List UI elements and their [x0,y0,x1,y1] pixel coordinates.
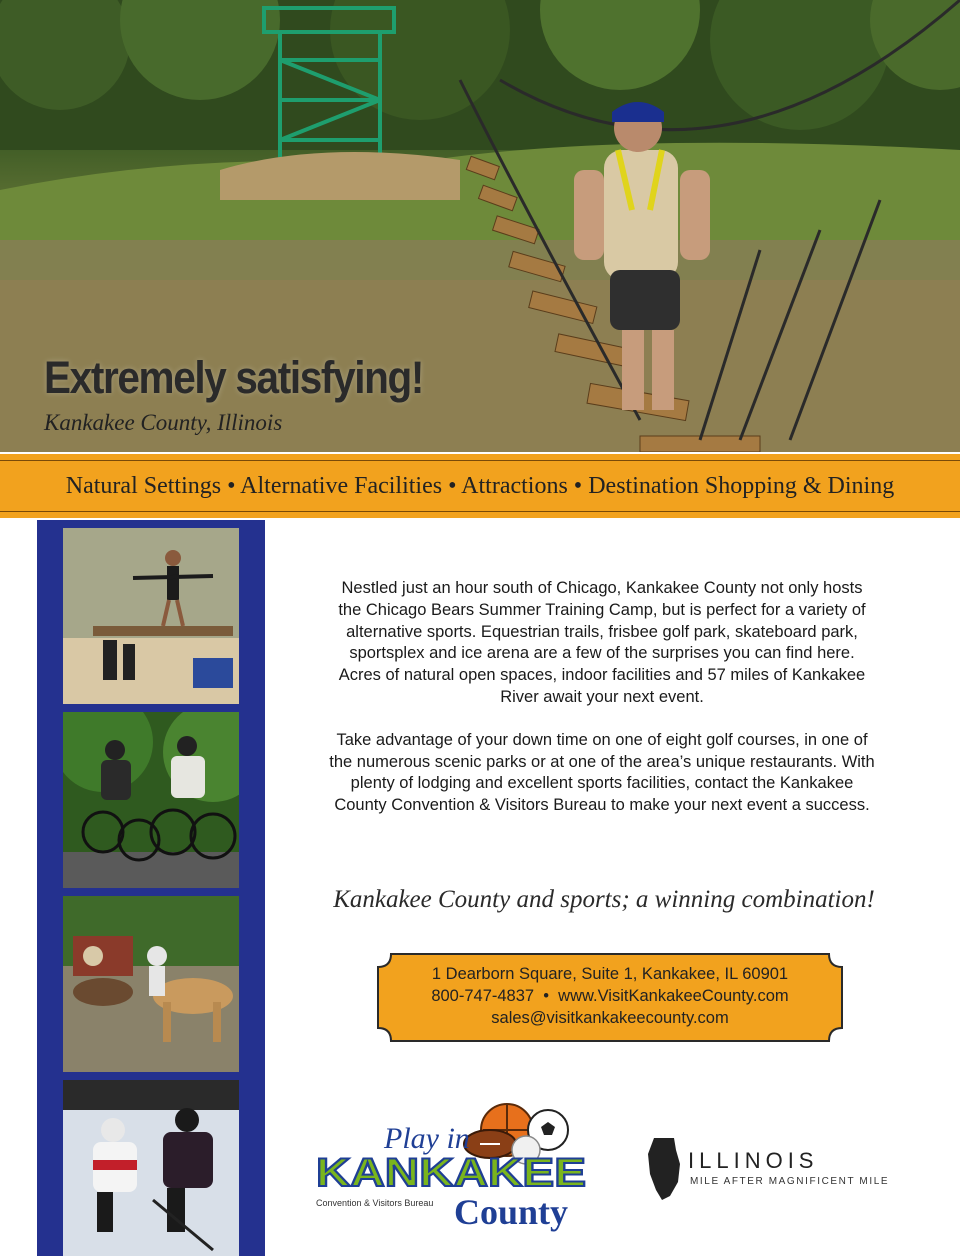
tagline: Kankakee County and sports; a winning combination! [333,886,875,913]
contact-phone-web[interactable]: 800-747-4837 • www.VisitKankakeeCounty.com [431,987,789,1005]
body-paragraph-2: Take advantage of your down time on one of eight golf courses, in one of the numerous scenic parks or at one of the area’s unique restaurants. With plenty of lodging and excellent sports facilities, contact the Kankakee County Convention & Visitors Bureau to make your next event a success. [329,730,875,815]
contact-box [377,953,843,1042]
body-paragraph-1: Nestled just an hour south of Chicago, Kankakee County not only hosts the Chicago Bears Summer Training Camp, but is perfect for a variety of alternative sports. Equestrian trails, frisbee golf park, skateboard park, sportsplex and ice arena are a few of the surprises you can find here. Acres of natural open spaces, indoor facilities and 57 miles of Kankakee River await your next event. [338,579,866,706]
contact-email[interactable]: sales@visitkankakeecounty.com [491,1009,729,1027]
photo-column [37,520,265,1256]
illinois-logo [644,1134,914,1204]
hero-title: Extremely satisfying! [44,352,424,403]
logo-play-in: Play in [384,1122,470,1155]
gymnastics-photo [63,528,239,704]
features-banner [0,452,960,520]
logo-kankakee: KANKAKEE [316,1151,586,1195]
play-in-kankakee-logo [312,1100,602,1240]
body-copy [328,578,876,838]
illinois-state-icon [644,1134,684,1204]
contact-address: 1 Dearborn Square, Suite 1, Kankakee, IL 60901 [431,965,789,983]
hero-subtitle: Kankakee County, Illinois [44,410,283,435]
logo-county: County [454,1192,569,1232]
features-banner-text: Natural Settings • Alternative Facilities • Attractions • Destination Shopping & Dining [65,472,895,499]
logo-bureau: Convention & Visitors Bureau [316,1198,434,1208]
illinois-tagline: MILE AFTER MAGNIFICENT MILE [690,1176,890,1187]
hockey-photo [63,1080,239,1256]
rodeo-photo [63,896,239,1072]
hero-photo [0,0,960,452]
cycling-photo [63,712,239,888]
illinois-wordmark: ILLINOIS [688,1148,819,1173]
